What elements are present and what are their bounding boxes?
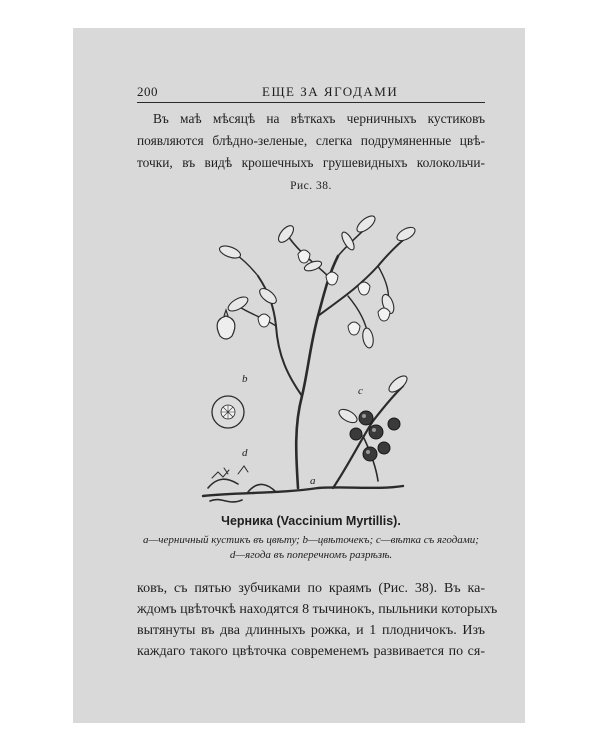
figure-letter-c: c — [358, 385, 363, 397]
text-line: вытянуты въ два длинныхъ рожка, и 1 плодничокъ. Изъ — [137, 623, 485, 638]
text-line: появляются блѣдно-зеленые, слегка подрумяненные цвѣ- — [137, 133, 485, 148]
figure-label: Рис. 38. — [290, 180, 332, 192]
figure-letter-a: a — [310, 475, 316, 487]
caption-line: d—ягода въ поперечномъ разрѣзѣ. — [229, 549, 393, 561]
page-number: 200 — [137, 84, 158, 99]
text-line: Въ маѣ мѣсяцѣ на вѣткахъ черничныхъ кустиковъ — [153, 111, 485, 126]
figure-caption — [137, 533, 485, 563]
caption-line: a—черничный кустикъ въ цвѣту; b—цвѣточекъ; c—вѣтка съ ягодами; — [143, 534, 479, 546]
header-rule — [137, 102, 485, 103]
figure-title: Черника (Vaccinium Myrtillis). — [221, 514, 401, 528]
paragraph-top — [137, 108, 485, 174]
text-line: каждаго такого цвѣточка современемъ развивается по ся- — [137, 644, 485, 659]
figure-letter-b: b — [242, 373, 248, 385]
book-page — [73, 28, 525, 723]
paragraph-bottom — [137, 578, 498, 662]
text-line: точки, въ видѣ крошечныхъ грушевидныхъ колокольчи- — [137, 155, 485, 170]
text-line: ковъ, съ пятью зубчиками по краямъ (Рис. 38). Въ ка- — [137, 581, 485, 596]
blueberry-illustration — [198, 196, 418, 511]
text-line: ждомъ цвѣточкѣ находятся 8 тычинокъ, пыльники которыхъ — [137, 602, 498, 617]
figure-letter-d: d — [242, 447, 248, 459]
running-title: ЕЩЕ ЗА ЯГОДАМИ — [262, 84, 399, 99]
